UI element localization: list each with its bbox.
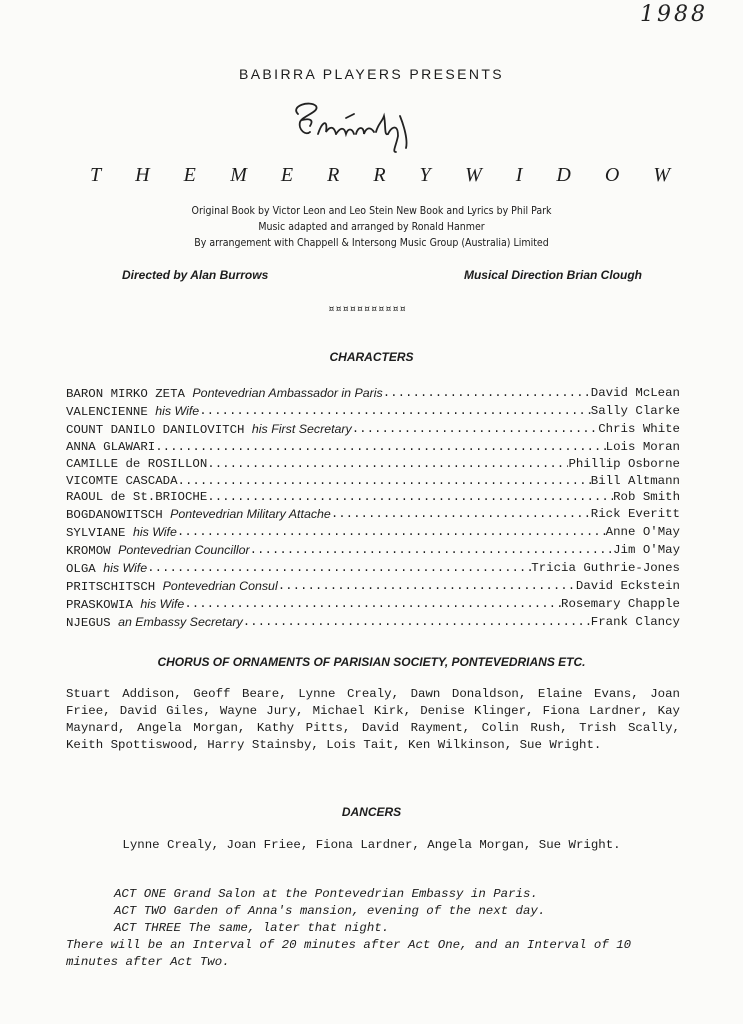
actor-name: Rosemary Chapple [561,596,680,611]
characters-heading: CHARACTERS [329,350,414,364]
interval-note: There will be an Interval of 20 minutes after Act One, and an Interval of 10 minutes after Act Two. [66,938,632,969]
actor-name: Lois Moran [605,439,680,454]
actor-name: Sally Clarke [590,403,680,418]
title-word-the: T H E [90,164,196,186]
composer-signature [280,96,430,156]
actor-name: Rick Everitt [590,507,680,522]
character-name: NJEGUS [66,615,111,630]
character-description: Pontevedrian Ambassador in Paris [192,386,383,400]
dancers-members: Lynne Crealy, Joan Friee, Fiona Lardner, Angela Morgan, Sue Wright. [122,838,621,852]
character-name: KROMOW [66,544,111,559]
handwritten-year: 1988 [640,2,708,27]
dot-leader [243,614,591,632]
character-role [66,489,207,506]
character-description: Pontevedrian Military Attache [170,507,331,522]
cast-row [66,560,680,578]
cast-list [66,385,680,632]
character-role [66,456,207,473]
dot-leader [278,578,576,596]
act-label: ACT ONE [114,887,167,901]
character-name: ANNA GLAWARI [66,439,156,454]
cast-row [66,524,680,542]
dot-leader [177,524,606,542]
act-label: ACT THREE [114,921,181,935]
act-setting: The same, later that night. [188,921,390,935]
title-word-merry: M E R R Y [230,164,431,186]
dot-leader [331,506,591,524]
character-description: an Embassy Secretary [118,614,243,629]
character-name: PRASKOWIA [66,597,133,612]
credit-line-arrangement: By arrangement with Chappell & Intersong Music Group (Australia) Limited [194,237,549,249]
character-name: COUNT DANILO DANILOVITCH [66,422,245,437]
character-description: his Wife [140,596,185,611]
character-name: VALENCIENNE [66,404,148,419]
character-description: his Wife [132,525,177,540]
credit-line-music: Music adapted and arranged by Ronald Hanmer [258,221,485,233]
chorus-heading: CHORUS OF ORNAMENTS OF PARISIAN SOCIETY, PONTEVEDRIANS ETC. [157,655,586,669]
cast-row [66,385,680,403]
character-role [66,403,199,421]
dot-leader [383,385,591,403]
character-description: his Wife [103,561,148,576]
act-setting: Grand Salon at the Pontevedrian Embassy in Paris. [173,887,538,901]
character-description: his First Secretary [251,421,352,436]
act-line [66,903,686,920]
cast-row [66,473,680,490]
character-role [66,596,184,614]
director-credit: Directed by Alan Burrows [122,268,269,282]
actor-name: Frank Clancy [590,614,680,629]
act-label: ACT TWO [114,904,167,918]
character-name: BOGDANOWITSCH [66,508,163,523]
character-name: SYLVIANE [66,526,126,541]
act-line [66,920,686,937]
character-role [66,385,383,403]
musical-director-credit: Musical Direction Brian Clough [463,268,642,282]
dot-leader [250,542,613,560]
title-word-widow: W I D O W [465,164,670,186]
act-setting: Garden of Anna's mansion, evening of the next day. [173,904,546,918]
character-description: Pontevedrian Consul [162,578,278,593]
actor-name: Phillip Osborne [568,456,680,471]
character-role [66,578,278,596]
cast-row [66,506,680,524]
dot-leader [352,421,598,439]
ornament-divider: ¤¤¤¤¤¤¤¤¤¤¤ [328,302,407,315]
presenter-line: BABIRRA PLAYERS PRESENTS [238,66,505,82]
actor-name: Chris White [598,421,680,436]
cast-row [66,614,680,632]
character-role [66,614,243,632]
act-line [66,886,686,903]
character-role [66,560,147,578]
actor-name: David Eckstein [575,578,680,593]
actor-name: Anne O'May [605,525,680,540]
character-description: Pontevedrian Councillor [118,543,250,558]
dot-leader [199,403,591,421]
credit-line-book: Original Book by Victor Leon and Leo Stein New Book and Lyrics by Phil Park [191,205,552,217]
dot-leader [184,596,561,614]
dot-leader [155,439,605,456]
credits [0,203,743,251]
character-role [66,506,331,524]
cast-row [66,596,680,614]
cast-row [66,456,680,473]
acts-section [66,886,686,971]
actor-name: Tricia Guthrie-Jones [531,561,680,576]
chorus-members: Stuart Addison, Geoff Beare, Lynne Crealy, Dawn Donaldson, Elaine Evans, Joan Friee, David Giles, Wayne Jury, Michael Kirk, Denise Klinger, Fiona Lardner, Kay Maynard, Angela Morgan, Kathy Pitts, David Rayment, Colin Rush, Trish Scally, Keith Spottiswood, Harry Stainsby, Lois Tait, Ken Wilkinson, Sue Wright. [66,687,680,752]
character-name: RAOUL de St.BRIOCHE [66,490,208,505]
cast-row [66,403,680,421]
character-name: BARON MIRKO ZETA [66,387,185,401]
character-name: OLGA [66,562,96,577]
cast-row [66,489,680,506]
cast-row [66,578,680,596]
character-role [66,439,155,456]
character-name: PRITSCHITSCH [66,579,156,594]
character-role [66,542,250,560]
dot-leader [207,456,568,473]
cast-row [66,542,680,560]
direction-line [122,268,642,282]
actor-name: Jim O'May [613,543,680,558]
character-role [66,421,352,439]
show-title [90,164,670,187]
actor-name: David McLean [590,386,680,400]
dot-leader [207,489,613,506]
actor-name: Rob Smith [613,490,680,505]
cast-row [66,421,680,439]
character-description: his Wife [155,403,200,418]
cast-row [66,439,680,456]
character-role [66,473,178,490]
character-role [66,524,177,542]
actor-name: Bill Altmann [590,473,680,488]
dancers-heading: DANCERS [341,805,402,819]
character-name: CAMILLE de ROSILLON [66,456,208,471]
character-name: VICOMTE CASCADA [66,473,178,488]
dot-leader [147,560,531,578]
dot-leader [178,473,591,490]
